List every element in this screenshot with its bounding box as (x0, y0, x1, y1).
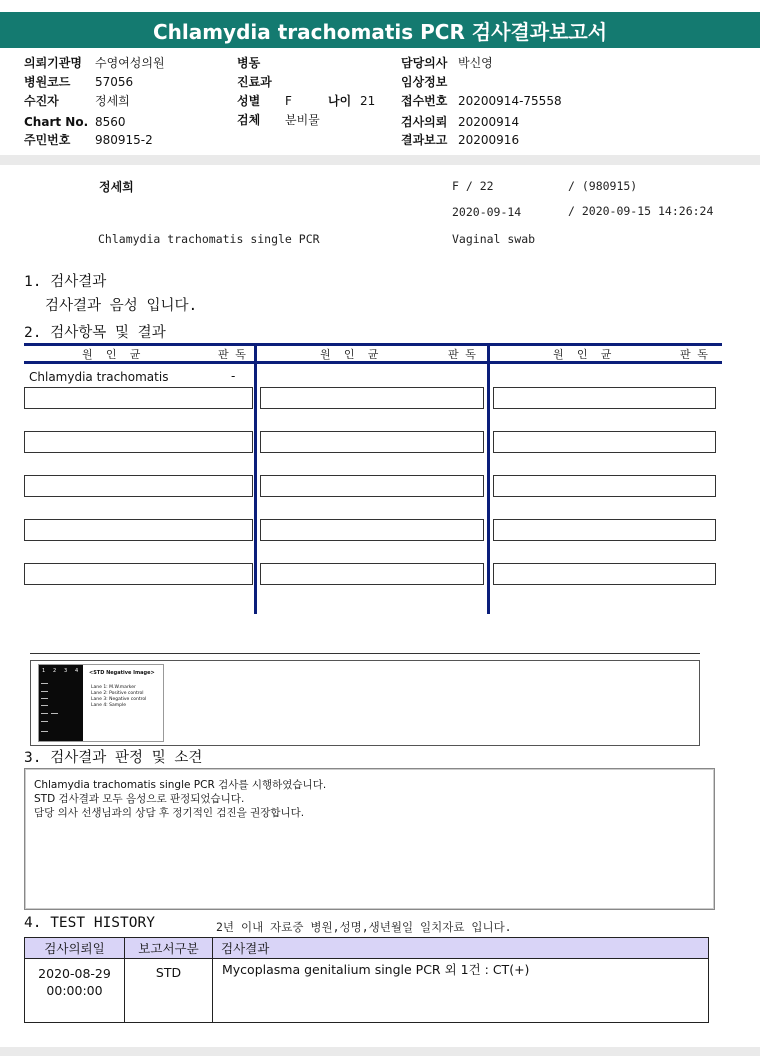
gel-legend-line: Lane 4: Sample (91, 703, 126, 708)
empty-cell (260, 387, 484, 409)
empty-cell (493, 475, 716, 497)
history-time: 00:00:00 (46, 983, 103, 998)
specimen-type: Vaginal swab (452, 232, 536, 246)
sex-label: 성별 (237, 94, 261, 108)
grid-divider-1 (254, 343, 257, 614)
report-header (0, 0, 760, 155)
gel-legend-line: Lane 1: M.W.marker (91, 685, 136, 690)
lane-number-4: 4 (75, 668, 79, 674)
lane-number-2: 2 (53, 668, 57, 674)
page-bottom-strip (0, 1047, 760, 1056)
pathogen-result: - (231, 369, 236, 383)
resident-no-label: 주민번호 (24, 133, 71, 147)
section2-heading: 2. 검사항목 및 결과 (24, 325, 166, 341)
department-label: 진료과 (237, 75, 272, 89)
marker-band (41, 698, 48, 699)
empty-cell (493, 431, 716, 453)
specimen-value: 분비물 (285, 113, 320, 127)
empty-cell (24, 387, 253, 409)
lane-number-1: 1 (42, 668, 46, 674)
report-date-value: 20200916 (458, 133, 520, 147)
pathogen-name: Chlamydia trachomatis (29, 370, 169, 384)
gel-legend-line: Lane 2: Positive control (91, 691, 144, 696)
empty-cell (24, 563, 253, 585)
gel-lanes (39, 665, 83, 741)
empty-cell (493, 387, 716, 409)
marker-band (41, 683, 48, 684)
specimen-label: 검체 (237, 113, 261, 127)
history-type: STD (125, 959, 213, 1023)
chart-no-value: 8560 (95, 115, 126, 129)
empty-cell (24, 475, 253, 497)
history-col-date: 검사의뢰일 (25, 938, 125, 959)
hospital-code-value: 57056 (95, 75, 134, 89)
marker-band (41, 691, 48, 692)
doctor-value: 박신영 (458, 56, 493, 70)
history-date-cell (25, 959, 125, 1023)
col1-pathogen-header: 원 인 균 (82, 348, 141, 361)
age-label: 나이 (328, 94, 352, 108)
opinion-line: STD 검사결과 모두 음성으로 판정되었습니다. (34, 793, 245, 805)
age-value: 21 (360, 94, 376, 108)
col3-result-header: 판 독 (680, 348, 708, 361)
col3-pathogen-header: 원 인 균 (553, 348, 612, 361)
patient-name: 정세희 (99, 180, 134, 194)
empty-cell (260, 475, 484, 497)
chart-no-label: Chart No. (24, 115, 89, 129)
grid-divider-2 (487, 343, 490, 614)
report-date-label: 결과보고 (401, 133, 448, 147)
col2-result-header: 판 독 (448, 348, 476, 361)
ward-label: 병동 (237, 56, 261, 70)
patient-sex-age: F / 22 (452, 179, 494, 193)
gel-legend-line: Lane 3: Negative control (91, 697, 147, 702)
history-col-type: 보고서구분 (125, 938, 213, 959)
clinical-info-label: 임상정보 (401, 75, 448, 89)
empty-cell (493, 563, 716, 585)
patient-summary (0, 170, 760, 250)
section4-heading: 4. TEST HISTORY (24, 915, 155, 931)
marker-band (41, 713, 48, 714)
col1-result-header: 판 독 (218, 348, 246, 361)
receipt-no-value: 20200914-75558 (458, 94, 562, 108)
institution-label: 의뢰기관명 (24, 56, 82, 70)
lane-number-3: 3 (64, 668, 68, 674)
doctor-label: 담당의사 (401, 56, 448, 70)
empty-cell (260, 431, 484, 453)
header-divider (0, 155, 760, 165)
empty-cell (260, 519, 484, 541)
patient-label: 수진자 (24, 94, 59, 108)
receipt-no-label: 접수번호 (401, 94, 448, 108)
gel-title: <STD Negative Image> (89, 670, 155, 676)
history-result: Mycoplasma genitalium single PCR 외 1건 : CT(+) (213, 959, 709, 1023)
history-header-row (25, 938, 709, 959)
report-datetime: / 2020-09-15 14:26:24 (568, 204, 714, 218)
result-grid (0, 340, 760, 620)
history-date: 2020-08-29 (38, 966, 111, 981)
marker-band (41, 731, 48, 732)
empty-cell (493, 519, 716, 541)
opinion-box (24, 768, 715, 910)
receipt-date: 2020-09-14 (452, 205, 522, 219)
hospital-code-label: 병원코드 (24, 75, 71, 89)
empty-cell (24, 519, 253, 541)
marker-band (41, 721, 48, 722)
section3-heading: 3. 검사결과 판정 및 소견 (24, 750, 203, 766)
table-row (25, 959, 709, 1023)
resident-no-value: 980915-2 (95, 133, 153, 147)
request-date-label: 검사의뢰 (401, 115, 448, 129)
gel-electrophoresis-image (38, 664, 164, 742)
marker-band (41, 705, 48, 706)
test-name: Chlamydia trachomatis single PCR (98, 232, 320, 246)
history-col-result: 검사결과 (213, 938, 709, 959)
patient-birth: / (980915) (568, 179, 638, 193)
history-table (24, 937, 709, 1023)
opinion-line: 담당 의사 선생님과의 상담 후 정기적인 검진을 권장합니다. (34, 807, 305, 819)
col2-pathogen-header: 원 인 균 (320, 348, 379, 361)
gel-panel-top-rule (30, 653, 700, 654)
institution-value: 수영여성의원 (95, 56, 165, 70)
sex-value: F (285, 94, 292, 108)
empty-cell (24, 431, 253, 453)
request-date-value: 20200914 (458, 115, 520, 129)
positive-control-band (51, 713, 58, 714)
section1-result-text: 검사결과 음성 입니다. (45, 298, 198, 314)
section1-heading: 1. 검사결과 (24, 274, 107, 290)
report-title: Chlamydia trachomatis PCR 검사결과보고서 (0, 12, 760, 48)
history-note: 2년 이내 자료중 병원,성명,생년월일 일치자료 입니다. (216, 920, 512, 934)
empty-cell (260, 563, 484, 585)
patient-value: 정세희 (95, 94, 130, 108)
opinion-line: Chlamydia trachomatis single PCR 검사를 시행하였습니다. (34, 779, 327, 791)
